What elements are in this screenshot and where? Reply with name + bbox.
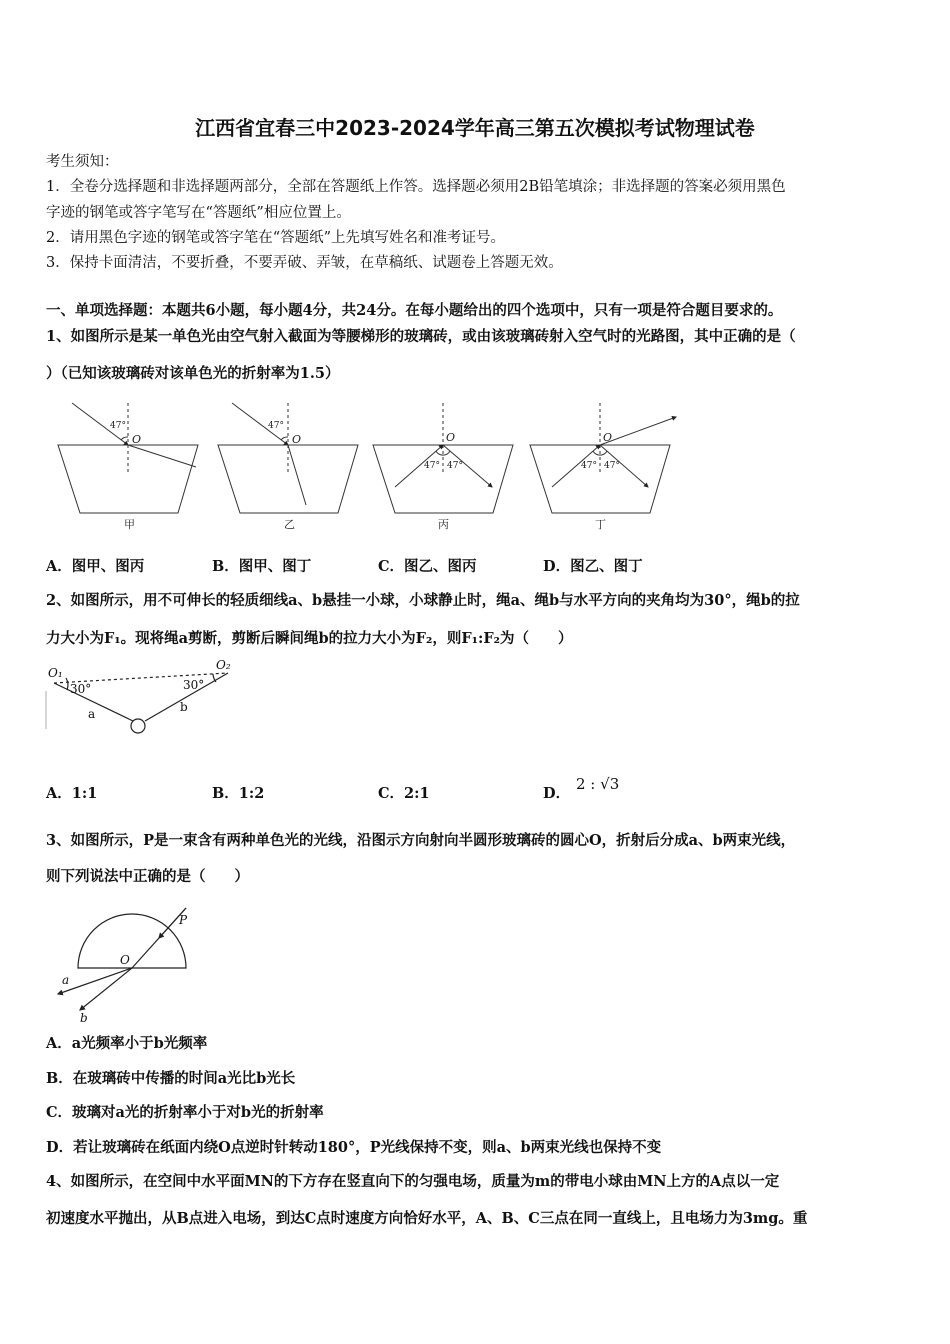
question-3-stem: 3、如图所示，P是一束含有两种单色光的光线，沿图示方向射向半圆形玻璃砖的圆心O，折射后分成a、b两束光线， — [46, 832, 796, 849]
question-1-stem: 1、如图所示是某一单色光由空气射入截面为等腰梯形的玻璃砖，或由该玻璃砖射入空气时的光路图，其中正确的是（ — [46, 328, 796, 345]
angle-label: 47° — [604, 461, 620, 471]
figure-label-ding: 丁 — [595, 518, 606, 531]
question-1-stem-cont: ）（已知该玻璃砖对该单色光的折射率为1.5） — [46, 365, 340, 382]
angle-label: 47° — [424, 461, 440, 471]
question-4-stem: 4、如图所示，在空间中水平面MN的下方存在竖直向下的匀强电场，质量为m的带电小球由MN上方的A点以一定 — [46, 1173, 780, 1190]
rope-b-label: b — [180, 700, 188, 714]
question-4-stem-cont: 初速度水平抛出，从B点进入电场，到达C点时速度方向恰好水平，A、B、C三点在同一直线上，且电场力为3mg。重 — [46, 1210, 808, 1227]
figure-label-bing: 丙 — [438, 518, 449, 531]
angle-label: 47° — [110, 421, 126, 431]
page-title: 江西省宜春三中2023-2024学年高三第五次模拟考试物理试卷 — [195, 116, 755, 140]
q2-option-d-value: 2 : √3 — [576, 775, 620, 793]
point-o2: O₂ — [216, 658, 231, 672]
angle-label: 47° — [447, 461, 463, 471]
q2-option-b[interactable]: B．1:2 — [212, 785, 265, 802]
q2-figure — [40, 655, 260, 740]
notice-heading: 考生须知： — [46, 154, 119, 170]
ray-b — [80, 968, 132, 1010]
point-o1: O₁ — [48, 666, 63, 680]
trapezoid-jia — [58, 445, 198, 513]
notice-item: 2．请用黑色字迹的钢笔或答字笔在“答题纸”上先填写姓名和准考证号。 — [46, 230, 506, 246]
point-o: O — [132, 433, 142, 446]
notice-item: 1．全卷分选择题和非选择题两部分，全部在答题纸上作答。选择题必须用2B铅笔填涂；非选择题的答案必须用黑色 — [46, 179, 786, 195]
q3-option-c[interactable]: C．玻璃对a光的折射率小于对b光的折射率 — [46, 1104, 324, 1121]
semicircle-glass — [78, 914, 186, 968]
q1-figure — [0, 395, 950, 535]
q1-option-d[interactable]: D．图乙、图丁 — [543, 558, 643, 575]
angle-label: 47° — [268, 421, 284, 431]
q3-figure — [40, 900, 210, 1025]
q3-option-a[interactable]: A．a光频率小于b光频率 — [46, 1035, 208, 1052]
q2-option-a[interactable]: A．1:1 — [46, 785, 98, 802]
question-3-stem-cont: 则下列说法中正确的是（ ） — [46, 868, 249, 885]
point-o: O — [292, 433, 302, 446]
label-o: O — [120, 953, 130, 967]
trapezoid-yi — [218, 445, 358, 513]
section-heading: 一、单项选择题：本题共6小题，每小题4分，共24分。在每小题给出的四个选项中，只有一项是符合题目要求的。 — [46, 302, 783, 319]
notice-item: 3．保持卡面清洁，不要折叠，不要弄破、弄皱，在草稿纸、试题卷上答题无效。 — [46, 255, 563, 271]
q3-option-b[interactable]: B．在玻璃砖中传播的时间a光比b光长 — [46, 1070, 296, 1087]
q1-option-a[interactable]: A．图甲、图丙 — [46, 558, 145, 575]
q2-option-d[interactable]: D． — [543, 785, 571, 802]
q2-option-c[interactable]: C．2:1 — [378, 785, 430, 802]
q3-option-d[interactable]: D．若让玻璃砖在纸面内绕O点逆时针转动180°，P光线保持不变，则a、b两束光线也保持不变 — [46, 1139, 662, 1156]
question-2-stem-cont: 力大小为F₁。现将绳a剪断，剪断后瞬间绳b的拉力大小为F₂，则F₁:F₂为（ ） — [46, 630, 573, 647]
point-o: O — [446, 431, 456, 444]
point-o: O — [603, 431, 613, 444]
ball — [131, 719, 145, 733]
angle-label: 47° — [581, 461, 597, 471]
q1-option-b[interactable]: B．图甲、图丁 — [212, 558, 312, 575]
notice-item: 字迹的钢笔或答字笔写在“答题纸”相应位置上。 — [46, 205, 351, 221]
rope-a-label: a — [88, 707, 96, 721]
refracted-ray — [288, 445, 306, 505]
label-b: b — [80, 1011, 88, 1025]
question-2-stem: 2、如图所示，用不可伸长的轻质细线a、b悬挂一小球，小球静止时，绳a、绳b与水平方向的夹角均为30°，绳b的拉 — [46, 592, 800, 609]
label-a: a — [62, 973, 70, 987]
q1-option-c[interactable]: C．图乙、图丙 — [378, 558, 477, 575]
figure-label-jia: 甲 — [124, 518, 135, 531]
angle-30-right: 30° — [183, 678, 205, 692]
angle-30-left: 30° — [70, 682, 92, 696]
figure-label-yi: 乙 — [284, 518, 295, 531]
refracted-ray — [128, 445, 196, 467]
label-p: P — [179, 913, 188, 927]
